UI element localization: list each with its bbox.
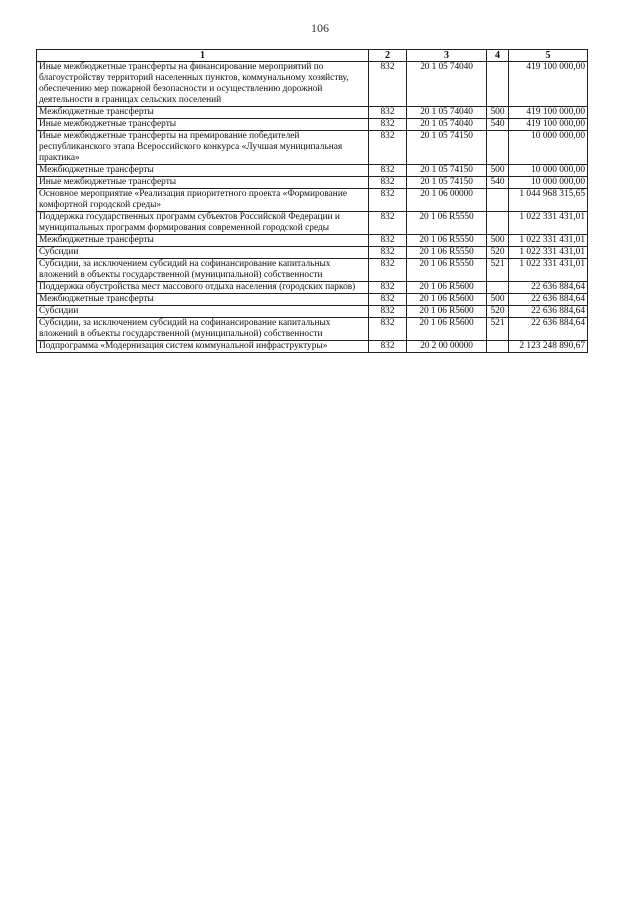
cell-vr [487, 212, 509, 235]
cell-grbs: 832 [369, 306, 407, 318]
cell-grbs: 832 [369, 259, 407, 282]
cell-name: Поддержка государственных программ субъектов Российской Федерации и муниципальных программ формирования современной городской среды [37, 212, 369, 235]
table-row [37, 306, 588, 318]
cell-grbs: 832 [369, 212, 407, 235]
cell-sum: 1 022 331 431,01 [509, 212, 588, 235]
cell-name: Подпрограмма «Модернизация систем коммунальной инфраструктуры» [37, 341, 369, 353]
cell-code: 20 1 05 74150 [407, 177, 487, 189]
cell-code: 20 1 06 R5600 [407, 318, 487, 341]
cell-sum: 22 636 884,64 [509, 318, 588, 341]
cell-sum: 1 022 331 431,01 [509, 235, 588, 247]
cell-sum: 22 636 884,64 [509, 294, 588, 306]
table-row [37, 62, 588, 107]
table-body [37, 62, 588, 353]
cell-name: Иные межбюджетные трансферты [37, 177, 369, 189]
table-row [37, 177, 588, 189]
cell-vr [487, 282, 509, 294]
cell-sum: 1 022 331 431,01 [509, 247, 588, 259]
cell-name: Межбюджетные трансферты [37, 107, 369, 119]
column-header-3: 3 [407, 50, 487, 62]
table-row [37, 165, 588, 177]
table-header-row [37, 50, 588, 62]
cell-name: Иные межбюджетные трансферты на премирование победителей республиканского этапа Всероссийского конкурса «Лучшая муниципальная практика» [37, 131, 369, 165]
cell-vr: 521 [487, 318, 509, 341]
budget-table [36, 49, 588, 353]
cell-sum: 419 100 000,00 [509, 62, 588, 107]
table-row [37, 212, 588, 235]
cell-sum: 10 000 000,00 [509, 131, 588, 165]
cell-grbs: 832 [369, 341, 407, 353]
table-row [37, 259, 588, 282]
cell-code: 20 1 06 R5550 [407, 259, 487, 282]
cell-vr: 521 [487, 259, 509, 282]
column-header-5: 5 [509, 50, 588, 62]
cell-grbs: 832 [369, 165, 407, 177]
column-header-1: 1 [37, 50, 369, 62]
cell-grbs: 832 [369, 107, 407, 119]
cell-grbs: 832 [369, 177, 407, 189]
cell-name: Субсидии [37, 306, 369, 318]
cell-sum: 1 044 968 315,65 [509, 189, 588, 212]
cell-vr: 500 [487, 107, 509, 119]
cell-grbs: 832 [369, 282, 407, 294]
cell-code: 20 1 06 R5550 [407, 212, 487, 235]
cell-grbs: 832 [369, 294, 407, 306]
cell-name: Иные межбюджетные трансферты [37, 119, 369, 131]
table-row [37, 235, 588, 247]
table-row [37, 282, 588, 294]
column-header-4: 4 [487, 50, 509, 62]
column-header-2: 2 [369, 50, 407, 62]
cell-code: 20 1 05 74040 [407, 119, 487, 131]
cell-name: Межбюджетные трансферты [37, 294, 369, 306]
cell-name: Межбюджетные трансферты [37, 235, 369, 247]
table-row [37, 107, 588, 119]
cell-sum: 419 100 000,00 [509, 107, 588, 119]
page-number: 106 [311, 21, 329, 35]
cell-code: 20 1 06 00000 [407, 189, 487, 212]
cell-code: 20 1 06 R5550 [407, 247, 487, 259]
table-row [37, 247, 588, 259]
cell-sum: 10 000 000,00 [509, 177, 588, 189]
cell-code: 20 1 05 74040 [407, 107, 487, 119]
cell-vr [487, 131, 509, 165]
cell-grbs: 832 [369, 235, 407, 247]
cell-grbs: 832 [369, 131, 407, 165]
cell-code: 20 1 05 74040 [407, 62, 487, 107]
cell-vr [487, 62, 509, 107]
table-row [37, 189, 588, 212]
cell-vr: 500 [487, 235, 509, 247]
table-row [37, 341, 588, 353]
cell-name: Субсидии, за исключением субсидий на софинансирование капитальных вложений в объекты государственной (муниципальной) собственности [37, 318, 369, 341]
cell-sum: 419 100 000,00 [509, 119, 588, 131]
cell-grbs: 832 [369, 318, 407, 341]
cell-vr: 520 [487, 247, 509, 259]
cell-vr: 540 [487, 119, 509, 131]
cell-code: 20 1 06 R5600 [407, 282, 487, 294]
cell-name: Основное мероприятие «Реализация приоритетного проекта «Формирование комфортной городской среды» [37, 189, 369, 212]
cell-code: 20 1 05 74150 [407, 131, 487, 165]
cell-sum: 1 022 331 431,01 [509, 259, 588, 282]
cell-sum: 2 123 248 890,67 [509, 341, 588, 353]
table-row [37, 294, 588, 306]
cell-code: 20 1 06 R5600 [407, 294, 487, 306]
cell-vr [487, 341, 509, 353]
table-row [37, 318, 588, 341]
cell-vr: 500 [487, 294, 509, 306]
cell-code: 20 1 06 R5600 [407, 306, 487, 318]
cell-grbs: 832 [369, 62, 407, 107]
cell-sum: 22 636 884,64 [509, 282, 588, 294]
cell-code: 20 2 00 00000 [407, 341, 487, 353]
table-row [37, 119, 588, 131]
cell-grbs: 832 [369, 189, 407, 212]
cell-vr: 500 [487, 165, 509, 177]
cell-name: Иные межбюджетные трансферты на финансирование мероприятий по благоустройству территорий населенных пунктов, коммунальному хозяйству, обеспечению мер пожарной безопасности и осуществлению дорожной деятельности в границах сельских поселений [37, 62, 369, 107]
cell-vr [487, 189, 509, 212]
cell-name: Субсидии [37, 247, 369, 259]
cell-name: Поддержка обустройства мест массового отдыха населения (городских парков) [37, 282, 369, 294]
cell-vr: 520 [487, 306, 509, 318]
cell-name: Межбюджетные трансферты [37, 165, 369, 177]
cell-code: 20 1 05 74150 [407, 165, 487, 177]
table-row [37, 131, 588, 165]
cell-code: 20 1 06 R5550 [407, 235, 487, 247]
cell-sum: 10 000 000,00 [509, 165, 588, 177]
cell-name: Субсидии, за исключением субсидий на софинансирование капитальных вложений в объекты государственной (муниципальной) собственности [37, 259, 369, 282]
cell-sum: 22 636 884,64 [509, 306, 588, 318]
cell-vr: 540 [487, 177, 509, 189]
cell-grbs: 832 [369, 247, 407, 259]
cell-grbs: 832 [369, 119, 407, 131]
